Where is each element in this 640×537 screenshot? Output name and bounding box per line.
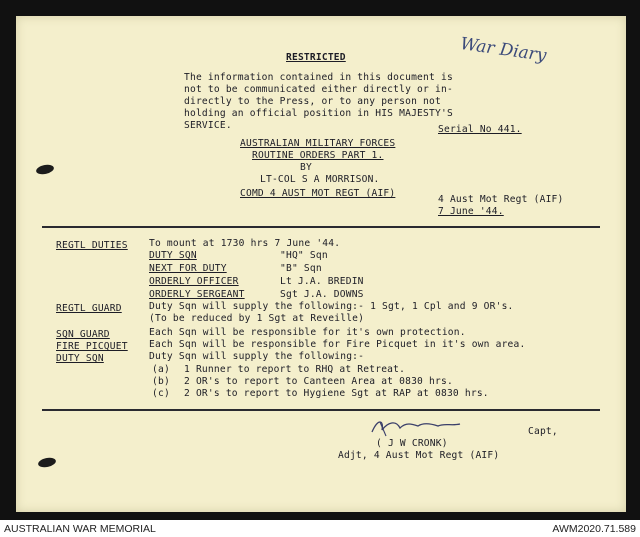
list-marker: (b) [152,376,170,387]
punch-hole-icon [37,456,56,469]
commander-appointment: COMD 4 AUST MOT REGT (AIF) [240,188,396,199]
guard-text: (To be reduced by 1 Sgt at Reveille) [149,313,365,324]
order-title: AUSTRALIAN MILITARY FORCES [240,138,396,149]
accession-number: AWM2020.71.589 [552,523,636,535]
list-item: 2 OR's to report to Hygiene Sgt at RAP at 0830 hrs. [184,388,489,399]
section-heading: SQN GUARD [56,329,110,340]
section-heading: REGTL GUARD [56,303,122,314]
notice-line: SERVICE. [184,120,232,131]
signatory-name: ( J W CRONK) [376,438,448,449]
duty-label: ORDERLY OFFICER [149,276,239,287]
duty-label: DUTY SQN [149,250,197,261]
duty-value: Sgt J.A. DOWNS [280,289,364,300]
list-item: 2 OR's to report to Canteen Area at 0830 hrs. [184,376,453,387]
commander-name: LT-COL S A MORRISON. [260,174,380,185]
unit-name: 4 Aust Mot Regt (AIF) [438,194,564,205]
duty-sqn-intro: Duty Sqn will supply the following:- [149,351,365,362]
fire-picquet-text: Each Sqn will be responsible for Fire Picquet in it's own area. [149,339,526,350]
duty-label: ORDERLY SERGEANT [149,289,245,300]
order-date: 7 June '44. [438,206,504,217]
order-title: BY [300,162,312,173]
list-marker: (c) [152,388,170,399]
divider [42,409,600,411]
section-heading: FIRE PICQUET [56,341,128,352]
signatory-appointment: Adjt, 4 Aust Mot Regt (AIF) [338,450,500,461]
handwritten-annotation: War Diary [459,34,548,66]
duty-label: NEXT FOR DUTY [149,263,227,274]
sqn-guard-text: Each Sqn will be responsible for it's own protection. [149,327,466,338]
section-heading: DUTY SQN [56,353,104,364]
classification-heading: RESTRICTED [286,52,346,63]
notice-line: holding an official position in HIS MAJESTY'S [184,108,453,119]
guard-text: Duty Sqn will supply the following:- 1 Sgt, 1 Cpl and 9 OR's. [149,301,514,312]
signature-mark-icon [366,414,466,440]
notice-line: not to be communicated either directly or in- [184,84,453,95]
mount-time: To mount at 1730 hrs 7 June '44. [149,238,341,249]
notice-line: directly to the Press, or to any person not [184,96,441,107]
list-item: 1 Runner to report to RHQ at Retreat. [184,364,406,375]
order-title: ROUTINE ORDERS PART 1. [252,150,384,161]
notice-line: The information contained in this document is [184,72,453,83]
duty-value: "B" Sqn [280,263,322,274]
duty-value: Lt J.A. BREDIN [280,276,364,287]
duty-value: "HQ" Sqn [280,250,328,261]
document-page [16,16,626,512]
list-marker: (a) [152,364,170,375]
archive-footer [0,520,640,537]
punch-hole-icon [35,163,54,176]
archive-name: AUSTRALIAN WAR MEMORIAL [4,523,156,535]
signatory-rank: Capt, [528,426,558,437]
section-heading: REGTL DUTIES [56,240,128,251]
divider [42,226,600,228]
serial-number: Serial No 441. [438,124,522,135]
